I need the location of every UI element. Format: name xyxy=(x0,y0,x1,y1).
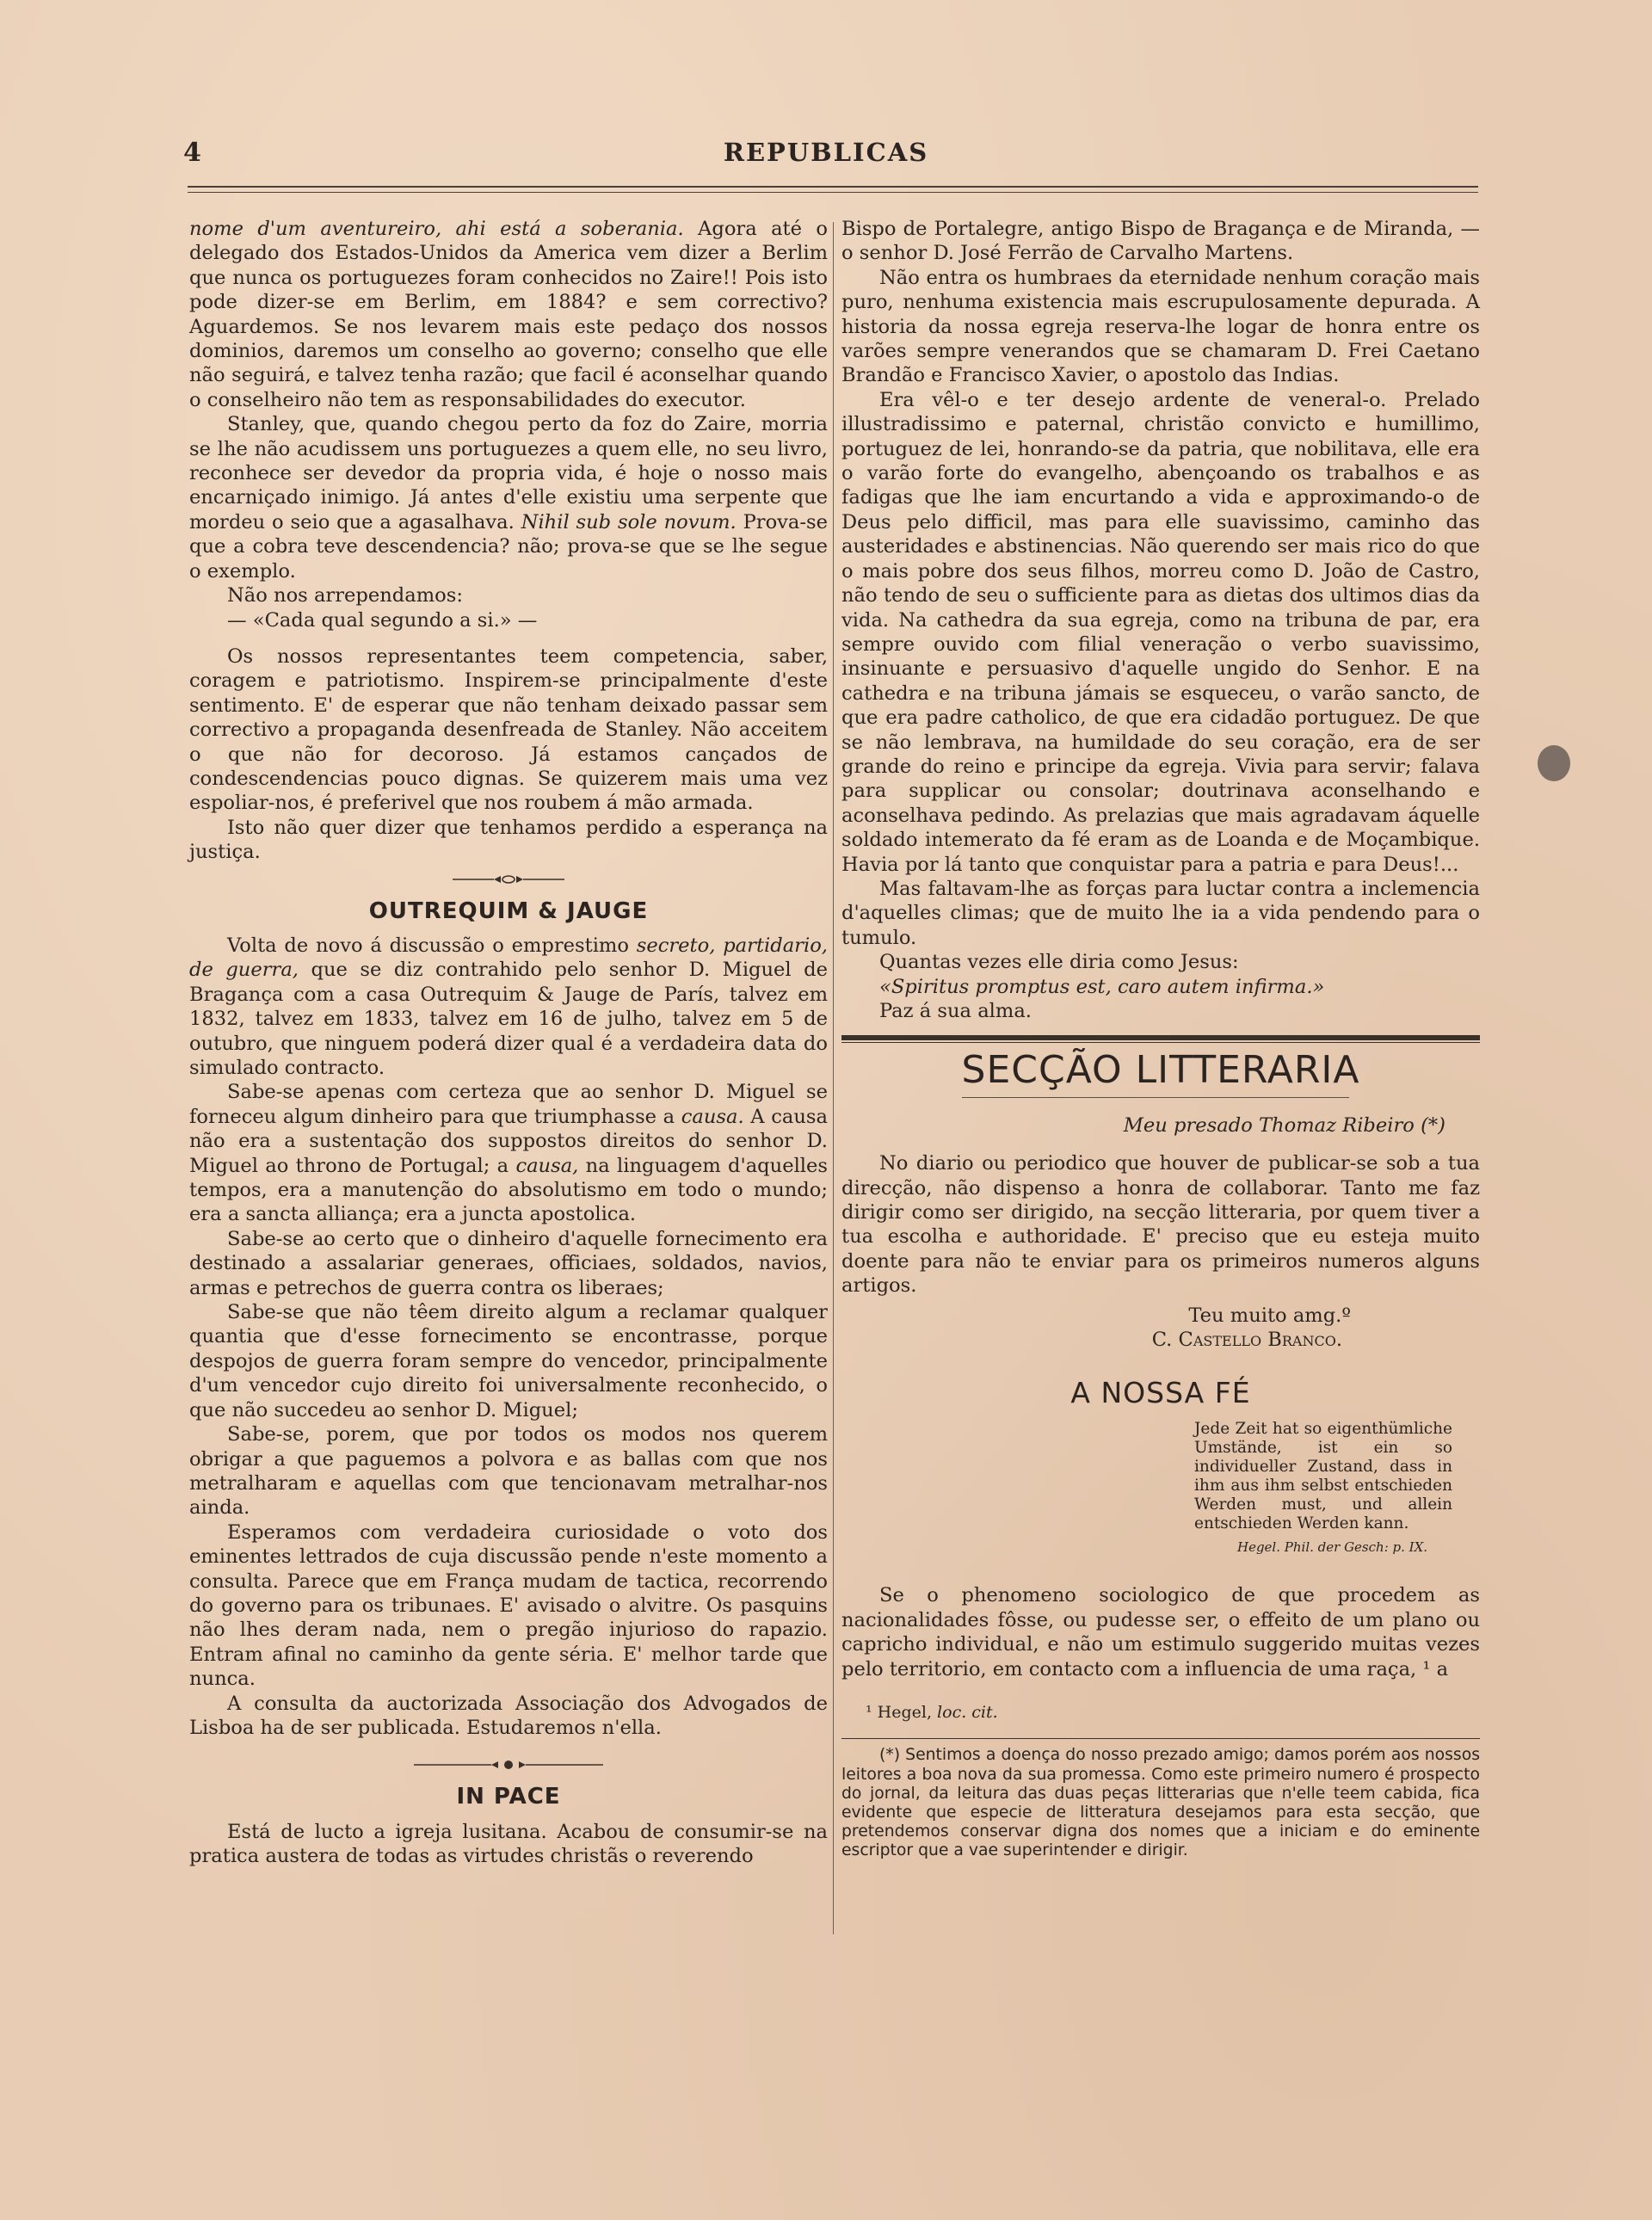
article-title-nossa-fe: A NOSSA FÉ xyxy=(1070,1376,1251,1410)
paragraph xyxy=(189,217,828,412)
paragraph xyxy=(189,412,828,583)
section-title-litteraria: SECÇÃO LITTERARIA xyxy=(961,1048,1360,1093)
paragraph: Quantas vezes elle diria como Jesus: xyxy=(879,951,1239,974)
paragraph: Isto não quer dizer que tenhamos perdido a esperança na justiça. xyxy=(189,816,828,864)
section-title-outrequim: OUTREQUIM & JAUGE xyxy=(368,897,649,924)
paragraph: A consulta da auctorizada Associação dos Advogados de Lisboa ha de ser publicada. Estudaremos n'ella. xyxy=(189,1692,828,1739)
short-rule xyxy=(962,1097,1349,1098)
left-column xyxy=(189,217,828,1869)
epigraph: Jede Zeit hat so eigenthümliche Umstände, ist ein so individueller Zustand, dass in ihm aus ihm selbst entschieden Werden must, und allein entschieden Werden kann. xyxy=(1194,1419,1452,1532)
page-number: 4 xyxy=(183,138,201,168)
text: Stanley, que, quando chegou perto da foz do Zaire, morria se lhe não acudissem uns portuguezes a quem elle, no seu livro, reconhece ser devedor da propria vida, é hoje o nosso mais encarniçado inimigo. Já antes d'elle existiu uma serpente que mordeu o seio que a agasalhava. xyxy=(189,413,828,533)
text-italic: Nihil sub sole novum. xyxy=(521,510,737,533)
header-rule xyxy=(188,186,1478,193)
paragraph: Esperamos com verdadeira curiosidade o voto dos eminentes lettrados de cuja discussão pende n'este momento a consulta. Parece que em França mudam de tactica, recorrendo do governo para os tribunaes. E' avisado o alvitre. Os pasquins não lhes deram nada, nem o pregão injurioso do rapazio. Entram afinal no caminho da gente séria. E' melhor tarde que nunca. xyxy=(189,1520,828,1691)
paragraph: Sabe-se ao certo que o dinheiro d'aquelle fornecimento era destinado a assalariar generaes, officiaes, soldados, navios, armas e petrechos de guerra contra os liberaes; xyxy=(189,1227,828,1299)
text-italic: secreto, partidario, de guerra, xyxy=(189,934,828,982)
paragraph: Era vêl-o e ter desejo ardente de veneral-o. Prelado illustradissimo e paternal, christão convicto e humillimo, portuguez de lei, honrando-se da patria, que nobilitava, elle era o varão forte do evangelho, abençoando os trabalhos e as fadigas que lhe iam encurtando a vida e approximando-o de Deus pelo difficil, mas para elle suavissimo, caminho das austeridades e abstinencias. Não querendo ser mais rico do que o mais pobre dos seus filhos, morreu como D. João de Castro, não tendo de seu o sufficiente para as dietas dos ultimos dias da vida. Na cathedra da sua egreja, como na tribuna de par, era sempre ouvido com filial veneração o verbo suavissimo, insinuante e persuasivo d'aquelle ungido do Senhor. E na cathedra e na tribuna jámais se esqueceu, o varão sancto, de que era padre catholico, de que era cidadão portuguez. De que se não lembrava, na humildade do seu coração, era de ser grande do reino e principe da egreja. Vivia para servir; falava para supplicar ou consolar; doutrinava aconselhando e aconselhava pedindo. As prelazias que mais agradavam áquelle soldado intemerato da fé eram as de Loanda e de Moçambique. Havia por lá tanto que conquistar para a patria e para Deus!... xyxy=(841,388,1480,876)
paragraph: Os nossos representantes teem competencia, saber, coragem e patriotismo. Inspirem-se principalmente d'este sentimento. E' de esperar que não tenham deixado passar sem correctivo a propaganda desenfreada de Stanley. Não acceitem o que não for decoroso. Já estamos cançados de condescendencias pouco dignas. Se quizerem mais uma vez espoliar-nos, é preferivel que nos roubem á mão armada. xyxy=(189,644,828,815)
paragraph: Mas faltavam-lhe as forças para luctar contra a inclemencia d'aquelles climas; que de muito lhe ia a vida pendendo para o tumulo. xyxy=(841,877,1480,949)
text-italic: loc. cit. xyxy=(937,1702,998,1722)
paragraph: Não entra os humbraes da eternidade nenhum coração mais puro, nenhuma existencia mais escrupulosamente depurada. A historia da nossa egreja reserva-lhe logar de honra entre os varões sempre venerandos que se chamaram D. Frei Caetano Brandão e Francisco Xavier, o apostolo das Indias. xyxy=(841,266,1480,387)
footnote-1 xyxy=(866,1700,1480,1724)
ornament-divider xyxy=(189,873,828,887)
paragraph xyxy=(189,934,828,1080)
footnote-editor: (*) Sentimos a doença do nosso prezado amigo; damos porém aos nossos leitores a boa nova da sua promessa. Como este primeiro numero é prospecto do jornal, da leitura das duas peças litterarias que n'elle teem cabida, fica evidente que especie de litteratura desejamos para esta secção, que pretendemos conservar digna dos nomes que a iniciam e do eminente escriptor que a vae superintender e dirigir. xyxy=(841,1746,1480,1860)
text: na linguagem d'aquelles tempos, era a manutenção do absolutismo em todo o mundo; era a sancta alliança; era a juncta apostolica. xyxy=(189,1154,828,1226)
dedication: Meu presado Thomaz Ribeiro (*) xyxy=(1123,1113,1446,1137)
text: Agora até o delegado dos Estados-Unidos da America vem dizer a Berlim que nunca os portuguezes foram conhecidos no Zaire!! Pois isto pode dizer-se em Berlim, em 1884? e sem correctivo? Aguardemos. Se nos levarem mais este pedaço dos nossos dominios, daremos um conselho ao governo; conselho que elle não seguirá, e talvez tenha razão; que facil é aconselhar quando o conselheiro não tem as responsabilidades do executor. xyxy=(189,218,828,411)
section-rule xyxy=(841,1035,1480,1040)
text: A causa não era a sustentação dos suppostos direitos do senhor D. Miguel ao throno de Portugal; a xyxy=(189,1105,828,1177)
paragraph: No diario ou periodico que houver de publicar-se sob a tua direcção, não dispenso a honra de collaborar. Tanto me faz dirigir como ser dirigido, na secção litteraria, por quem tiver a tua escolha e authoridade. E' preciso que eu esteja muito doente para não te enviar para os primeiros numeros alguns artigos. xyxy=(841,1152,1480,1298)
text-italic: causa, xyxy=(515,1154,579,1177)
signoff-greeting: Teu muito amg.º xyxy=(1188,1304,1351,1327)
paragraph: Está de lucto a igreja lusitana. Acabou de consumir-se na pratica austera de todas as virtudes christãs o reverendo xyxy=(189,1820,828,1868)
text-italic: causa. xyxy=(681,1105,744,1128)
column-divider xyxy=(833,222,834,1934)
paragraph: Se o phenomeno sociologico de que procedem as nacionalidades fôsse, ou pudesse ser, o effeito de um plano ou capricho individual, e não um estimulo suggerido muitas vezes pelo territorio, em contacto com a influencia de uma raça, ¹ a xyxy=(841,1584,1480,1680)
signoff-author: C. Castello Branco. xyxy=(1151,1329,1342,1352)
ornament-divider xyxy=(189,1759,828,1773)
paragraph: Sabe-se que não têem direito algum a reclamar qualquer quantia que d'esse fornecimento se encontrasse, porque despojos de guerra foram sempre do vencedor, principalmente d'um vencedor cujo direito foi universalmente reconhecido, o que não succedeu ao senhor D. Miguel; xyxy=(189,1301,828,1421)
text: ¹ Hegel, xyxy=(866,1702,938,1722)
section-rule-thin xyxy=(841,1042,1480,1043)
paragraph: — «Cada qual segundo a si.» — xyxy=(227,608,538,632)
text-italic: nome d'um aventureiro, ahi está a soberania. xyxy=(189,218,684,240)
text: Sabe-se apenas com certeza que ao senhor D. Miguel se forneceu algum dinheiro para que triumphasse a xyxy=(189,1081,828,1128)
text: Volta de novo á discussão o emprestimo xyxy=(227,934,637,957)
epigraph-source: Hegel. Phil. der Gesch: p. IX. xyxy=(1237,1539,1428,1555)
paragraph: Bispo de Portalegre, antigo Bispo de Bragança e de Miranda, — o senhor D. José Ferrão de Carvalho Martens. xyxy=(841,218,1480,265)
ink-stain xyxy=(1538,745,1570,781)
paragraph xyxy=(189,1080,828,1226)
latin-quote: «Spiritus promptus est, caro autem infirma.» xyxy=(879,975,1325,998)
section-title-in-pace: IN PACE xyxy=(456,1784,561,1810)
right-column xyxy=(841,217,1480,1861)
running-title: REPUBLICAS xyxy=(723,138,929,167)
paragraph: Não nos arrependamos: xyxy=(227,584,463,607)
text: que se diz contrahido pelo senhor D. Miguel de Bragança com a casa Outrequim & Jauge de París, talvez em 1832, talvez em 1833, talvez em 16 de julho, talvez em 5 de outubro, que ninguem poderá dizer qual é a verdadeira data do simulado contracto. xyxy=(189,959,829,1079)
text: Prova-se que a cobra teve descendencia? não; prova-se que se lhe segue o exemplo. xyxy=(189,510,829,583)
footnote-rule xyxy=(841,1738,1480,1739)
paragraph: Paz á sua alma. xyxy=(879,1000,1032,1022)
paragraph: Sabe-se, porem, que por todos os modos nos querem obrigar a que paguemos a polvora e as ballas com que nos metralharam e aquellas com que tencionavam metralhar-nos ainda. xyxy=(189,1423,828,1520)
